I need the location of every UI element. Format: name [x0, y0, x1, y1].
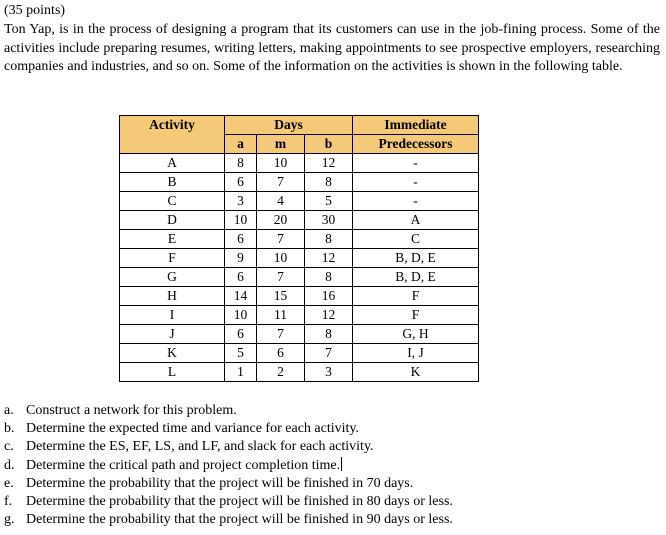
- question-text: Determine the ES, EF, LS, and LF, and slack for each activity.: [26, 439, 374, 455]
- question-text: Determine the probability that the project will be finished in 80 days or less.: [26, 494, 453, 510]
- cell-predecessors: B, D, E: [353, 268, 479, 287]
- question-text: Determine the probability that the project will be finished in 70 days.: [26, 475, 414, 491]
- cell-b: 8: [305, 230, 353, 249]
- question-text: Determine the probability that the project will be finished in 90 days or less.: [26, 512, 453, 528]
- cell-predecessors: A: [353, 211, 479, 230]
- table-row: [120, 344, 479, 363]
- cell-b: 8: [305, 268, 353, 287]
- cell-b: 7: [305, 344, 353, 363]
- cell-predecessors: I, J: [353, 344, 479, 363]
- question-letter: a.: [4, 403, 14, 418]
- question-item: [4, 420, 453, 438]
- cell-a: 5: [225, 344, 257, 363]
- question-item: [4, 402, 453, 420]
- cell-predecessors: G, H: [353, 325, 479, 344]
- cell-b: 8: [305, 173, 353, 192]
- cell-m: 7: [257, 230, 305, 249]
- cell-m: 15: [257, 287, 305, 306]
- cell-activity: I: [120, 306, 225, 325]
- header-m: m: [257, 135, 305, 154]
- question-item: [4, 511, 453, 529]
- cell-m: 4: [257, 192, 305, 211]
- cell-activity: B: [120, 173, 225, 192]
- table-row: [120, 325, 479, 344]
- cell-b: 12: [305, 249, 353, 268]
- text-cursor: [341, 457, 342, 471]
- cell-b: 3: [305, 363, 353, 382]
- points-label: (35 points): [4, 3, 66, 18]
- cell-predecessors: B, D, E: [353, 249, 479, 268]
- cell-predecessors: F: [353, 306, 479, 325]
- cell-a: 10: [225, 306, 257, 325]
- activity-table-body: [120, 154, 479, 382]
- cell-a: 1: [225, 363, 257, 382]
- question-letter: d.: [4, 457, 15, 473]
- cell-predecessors: F: [353, 287, 479, 306]
- cell-m: 2: [257, 363, 305, 382]
- question-item: [4, 457, 453, 475]
- cell-activity: C: [120, 192, 225, 211]
- cell-predecessors: -: [353, 173, 479, 192]
- cell-activity: L: [120, 363, 225, 382]
- table-row: [120, 249, 479, 268]
- table-row: [120, 363, 479, 382]
- question-item: [4, 438, 453, 456]
- cell-a: 6: [225, 268, 257, 287]
- header-activity: Activity: [120, 116, 225, 154]
- cell-m: 10: [257, 154, 305, 173]
- cell-a: 3: [225, 192, 257, 211]
- cell-activity: A: [120, 154, 225, 173]
- cell-predecessors: -: [353, 154, 479, 173]
- cell-a: 8: [225, 154, 257, 173]
- question-letter: b.: [4, 421, 15, 437]
- table-row: [120, 306, 479, 325]
- cell-predecessors: -: [353, 192, 479, 211]
- cell-m: 6: [257, 344, 305, 363]
- cell-b: 8: [305, 325, 353, 344]
- cell-a: 10: [225, 211, 257, 230]
- cell-predecessors: K: [353, 363, 479, 382]
- activity-table: [119, 115, 479, 382]
- cell-activity: G: [120, 268, 225, 287]
- cell-a: 14: [225, 287, 257, 306]
- cell-a: 6: [225, 230, 257, 249]
- header-immediate: Immediate: [353, 116, 479, 135]
- cell-m: 7: [257, 268, 305, 287]
- cell-activity: E: [120, 230, 225, 249]
- question-text: Construct a network for this problem.: [26, 403, 237, 418]
- cell-activity: H: [120, 287, 225, 306]
- cell-m: 11: [257, 306, 305, 325]
- table-row: [120, 211, 479, 230]
- question-item: [4, 493, 453, 511]
- question-letter: g.: [4, 512, 15, 528]
- cell-m: 10: [257, 249, 305, 268]
- cell-b: 12: [305, 306, 353, 325]
- cell-activity: D: [120, 211, 225, 230]
- table-row: [120, 287, 479, 306]
- cell-a: 9: [225, 249, 257, 268]
- cell-activity: F: [120, 249, 225, 268]
- question-item: [4, 475, 453, 493]
- header-a: a: [225, 135, 257, 154]
- table-row: [120, 192, 479, 211]
- cell-predecessors: C: [353, 230, 479, 249]
- cell-activity: K: [120, 344, 225, 363]
- question-list: [4, 402, 453, 529]
- problem-intro: [4, 21, 660, 77]
- cell-b: 16: [305, 287, 353, 306]
- cell-activity: J: [120, 325, 225, 344]
- question-letter: f.: [4, 494, 13, 510]
- cell-m: 7: [257, 325, 305, 344]
- header-b: b: [305, 135, 353, 154]
- header-predecessors: Predecessors: [353, 135, 479, 154]
- cell-b: 5: [305, 192, 353, 211]
- table-row: [120, 230, 479, 249]
- header-days: Days: [225, 116, 353, 135]
- cell-m: 7: [257, 173, 305, 192]
- cell-a: 6: [225, 173, 257, 192]
- question-text: Determine the expected time and variance for each activity.: [26, 421, 359, 437]
- question-letter: e.: [4, 475, 14, 491]
- cell-b: 30: [305, 211, 353, 230]
- table-row: [120, 173, 479, 192]
- question-text: Determine the critical path and project completion time.: [26, 457, 341, 473]
- cell-a: 6: [225, 325, 257, 344]
- table-row: [120, 154, 479, 173]
- table-row: [120, 268, 479, 287]
- cell-b: 12: [305, 154, 353, 173]
- cell-m: 20: [257, 211, 305, 230]
- question-letter: c.: [4, 439, 14, 455]
- intro-text: Ton Yap, is in the process of designing a program that its customers can use in the job-fining process. Some of the activities include preparing resumes, writing letters, making appointments to see prospective employers, researching companies and industries, and so on. Some of the information on the activities is shown in the following table.: [4, 22, 660, 74]
